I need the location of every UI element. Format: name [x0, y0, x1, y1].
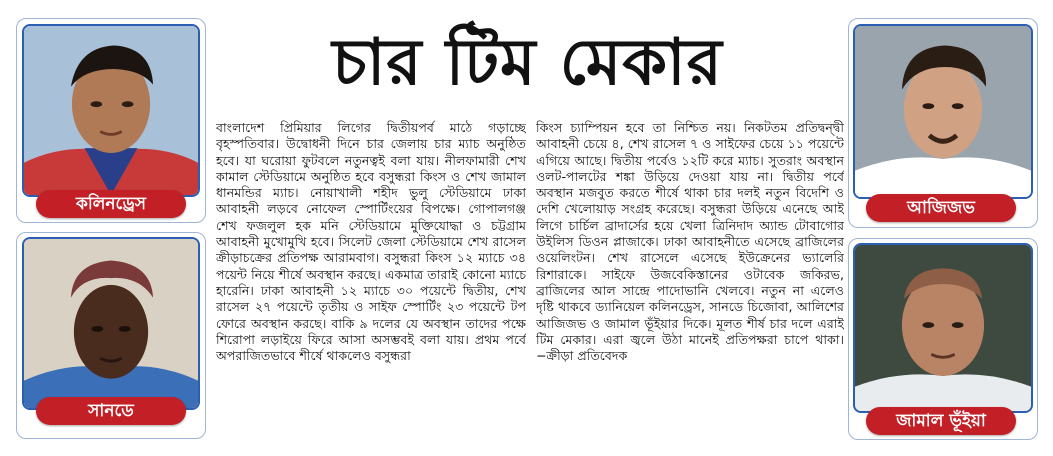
headline: চার টিম মেকার — [332, 26, 723, 100]
caption-colindres: কলিনড্রেস — [36, 190, 186, 218]
article-column-1: বাংলাদেশ প্রিমিয়ার লিগের দ্বিতীয়পর্ব মাঠে গড়াচ্ছে বৃহস্পতিবার। উদ্বোধনী দিনে চার জেলায় চার ম্যাচ অনুষ্ঠিত হবে। যা ঘরোয়া ফুটবলে নতুনত্বই বলা যায়। নীলফামারী শেখ কামাল স্টেডিয়ামে অনুষ্ঠিত হবে বসুন্ধরা কিংস ও শেখ জামাল ধানমন্ডির ম্যাচ। নোয়াখালী শহীদ ভুলু স্টেডিয়ামে ঢাকা আবাহনী লড়বে নোফেল স্পোর্টিংয়ের বিপক্ষে। গোপালগঞ্জ শেখ ফজলুল হক মনি স্টেডিয়ামে মুক্তিযোদ্ধা ও চট্টগ্রাম আবাহনী মুখোমুখি হবে। সিলেট জেলা স্টেডিয়ামে শেখ রাসেল ক্রীড়াচক্রের প্রতিপক্ষ আরামবাগ। বসুন্ধরা কিংস ১২ ম্যাচে ৩৪ পয়েন্ট নিয়ে শীর্ষে অবস্থান করছে। একমাত্র তারাই কোনো ম্যাচে হারেনি। ঢাকা আবাহনী ১২ ম্যাচে ৩০ পয়েন্টে দ্বিতীয়, শেখ রাসেল ২৭ পয়েন্টে তৃতীয় ও সাইফ স্পোর্টিং ২৩ পয়েন্টে টপ ফোরে অবস্থান করছে। বাকি ৯ দলের যে অবস্থান তাদের পক্ষে শিরোপা লড়াইয়ে ফিরে আসা অসম্ভবই বলা যায়। প্রথম পর্বে অপরাজিতভাবে শীর্ষে থাকলেও বসুন্ধরা — [216, 120, 526, 364]
caption-sunday: সানডে — [36, 397, 186, 425]
azizov-photo — [853, 24, 1033, 199]
article-column-2: কিংস চ্যাম্পিয়ন হবে তা নিশ্চিত নয়। নিকটতম প্রতিদ্বন্দ্বী আবাহনী চেয়ে ৪, শেখ রাসেল ৭ ও সাইফের চেয়ে ১১ পয়েন্টে এগিয়ে আছে। দ্বিতীয় পর্বেও ১২টি করে ম্যাচ। সুতরাং অবস্থান ওলট-পালটের শঙ্কা উড়িয়ে দেওয়া যায় না। দ্বিতীয় পর্বে অবস্থান মজবুত করতে শীর্ষে থাকা চার দলই নতুন বিদেশি ও দেশি খেলোয়াড় সংগ্রহ করেছে। বসুন্ধরা উড়িয়ে এনেছে আই লিগে চার্চিল ব্রাদার্সের হয়ে খেলা ত্রিনিদাদ অ্যান্ড টোবাগোর উইলিস ডিওন প্লাজাকে। ঢাকা আবাহনীতে এসেছে ব্রাজিলের ওয়েলিংটন। শেখ রাসেলে এসেছে ইউক্রেনের ভ্যালেরি রিশারাকে। সাইফে উজবেকিস্তানের ওটাবেক জকিরভ, ব্রাজিলের আল সান্দ্রে পাদোভানি খেলবে। নতুন না এলেও দৃষ্টি থাকবে ড্যানিয়েল কলিনড্রেস, সানডে চিজোবা, আলিশের আজিজভ ও জামাল ভূঁইয়ার দিকে। মূলত শীর্ষ চার দলে এরাই টিম মেকার। এরা জ্বলে উঠা মানেই প্রতিপক্ষরা চাপে থাকা। −ক্রীড়া প্রতিবেদক — [536, 120, 844, 364]
jamal-bhuiyan-photo — [853, 243, 1033, 413]
colindres-photo — [22, 24, 200, 197]
sunday-photo — [22, 237, 200, 410]
caption-jamal-bhuiyan: জামাল ভূঁইয়া — [866, 407, 1016, 435]
caption-azizov: আজিজভ — [866, 194, 1016, 222]
